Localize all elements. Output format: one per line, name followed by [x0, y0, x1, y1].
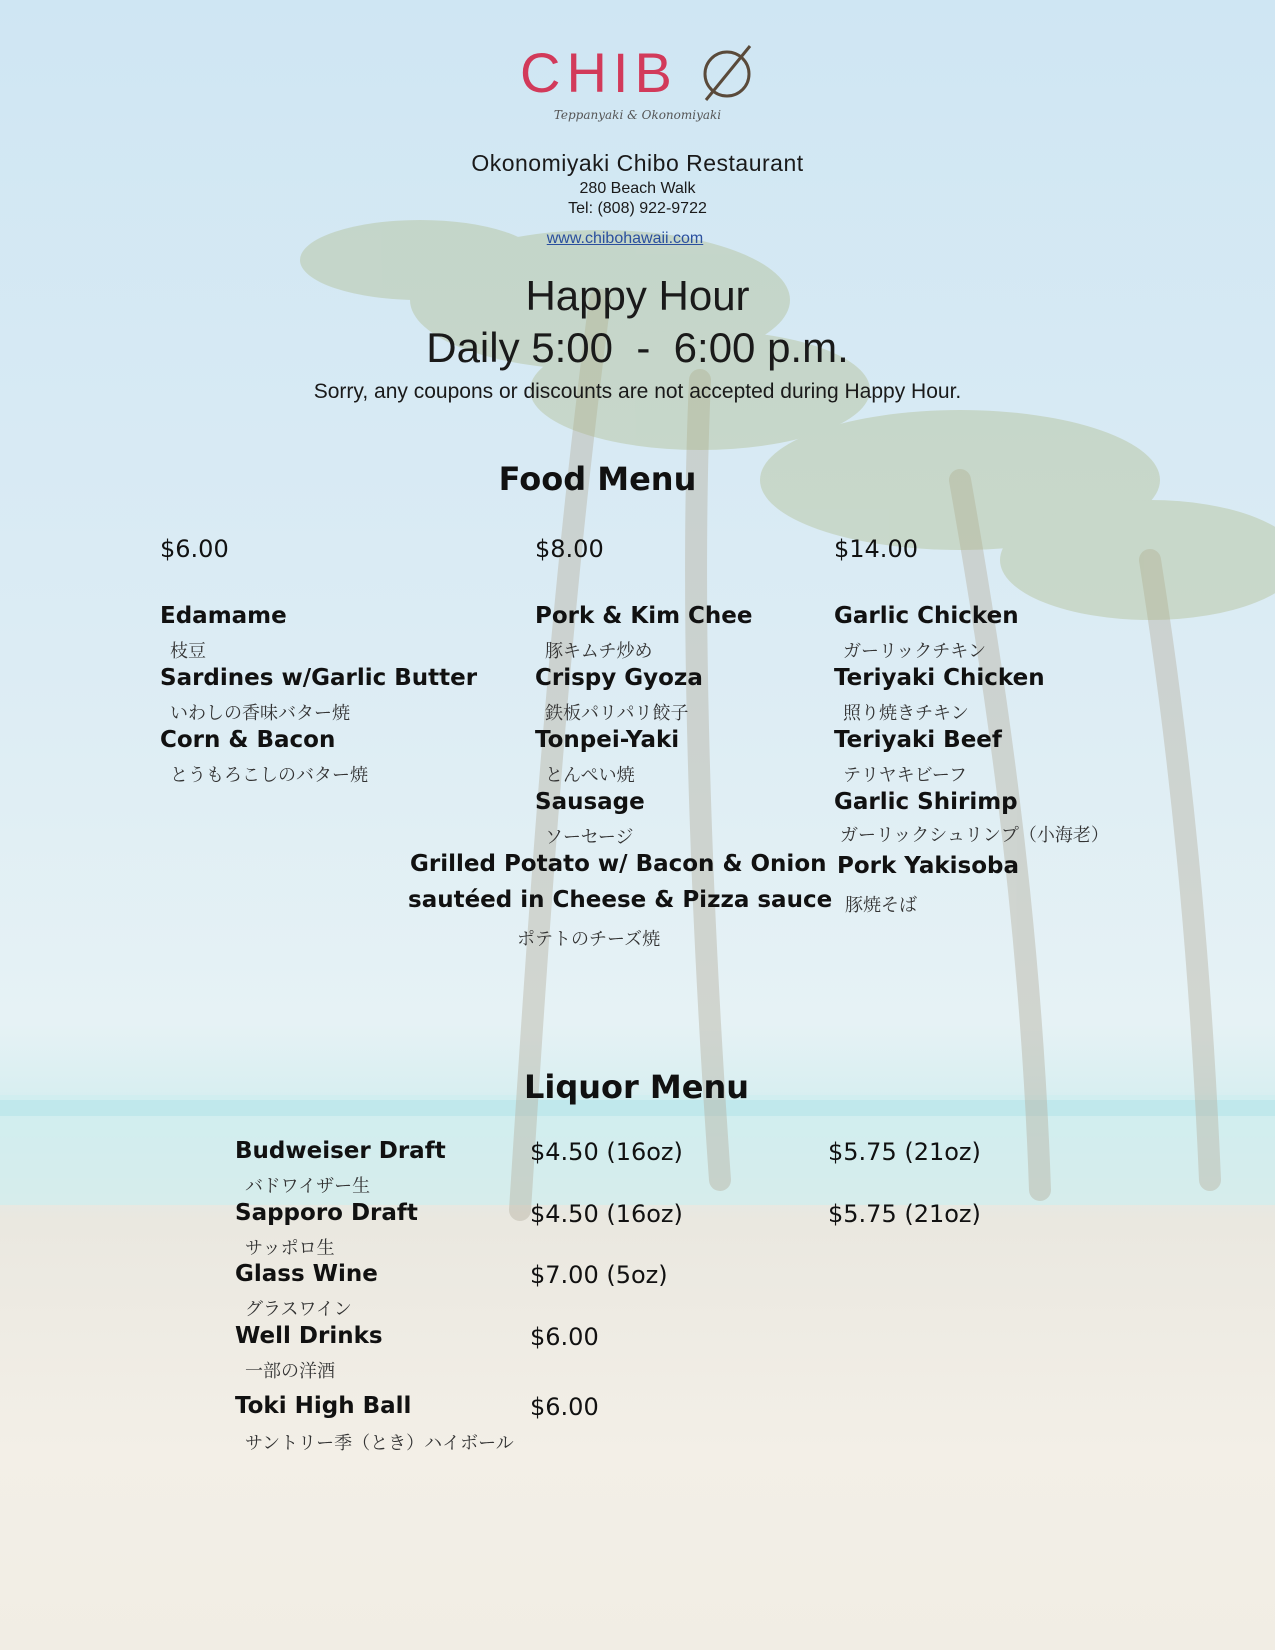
- liquor-price-small: $4.50 (16oz): [530, 1138, 683, 1166]
- liquor-item-en: Well Drinks: [235, 1323, 383, 1349]
- menu-item-jp: ガーリックシュリンプ（小海老）: [840, 825, 1109, 846]
- menu-item-en: Pork & Kim Chee: [535, 603, 753, 629]
- food-price-8: $8.00: [535, 535, 604, 563]
- menu-item-en: Corn & Bacon: [160, 727, 336, 753]
- liquor-item-jp: サントリー季（とき）ハイボール: [245, 1433, 514, 1454]
- menu-item-en: Teriyaki Beef: [834, 727, 1002, 753]
- happy-hour-time: Daily 5:00 - 6:00 p.m.: [426, 324, 849, 371]
- menu-item-en: Garlic Shirimp: [834, 789, 1018, 815]
- menu-item-jp: 豚焼そば: [845, 895, 917, 916]
- menu-item-en: Tonpei-Yaki: [535, 727, 680, 753]
- svg-text:CHIB: CHIB: [520, 41, 678, 104]
- food-price-14: $14.00: [834, 535, 918, 563]
- menu-item-jp: ポテトのチーズ焼: [517, 929, 661, 950]
- menu-item-en: Crispy Gyoza: [535, 665, 703, 691]
- happy-hour-title: Happy Hour: [525, 272, 750, 319]
- liquor-item-jp: サッポロ生: [245, 1238, 335, 1259]
- menu-item-jp: とうもろこしのバター焼: [170, 765, 368, 786]
- restaurant-address: 280 Beach Walk: [579, 180, 696, 197]
- food-menu-heading: Food Menu: [498, 460, 697, 498]
- liquor-price-small: $4.50 (16oz): [530, 1200, 683, 1228]
- liquor-item-en: Toki High Ball: [235, 1393, 412, 1419]
- menu-item-jp: ソーセージ: [545, 827, 634, 848]
- menu-item-jp: 鉄板パリパリ餃子: [545, 703, 689, 724]
- liquor-item-en: Glass Wine: [235, 1261, 378, 1287]
- menu-item-jp: ガーリックチキン: [843, 641, 987, 662]
- liquor-item-en: Budweiser Draft: [235, 1138, 446, 1164]
- menu-item-en: Edamame: [160, 603, 287, 629]
- liquor-price-small: $6.00: [530, 1393, 599, 1421]
- website-link[interactable]: www.chibohawaii.com: [546, 230, 704, 247]
- menu-item-jp: 枝豆: [170, 641, 206, 662]
- liquor-item-en: Sapporo Draft: [235, 1200, 418, 1226]
- liquor-item-jp: グラスワイン: [245, 1299, 352, 1320]
- liquor-menu-heading: Liquor Menu: [523, 1068, 750, 1106]
- logo-tagline: Teppanyaki & Okonomiyaki: [553, 108, 722, 122]
- menu-item-en: Grilled Potato w/ Bacon & Onion: [410, 851, 827, 877]
- food-price-6: $6.00: [160, 535, 229, 563]
- chibo-logo: [520, 40, 760, 105]
- menu-item-jp: 豚キムチ炒め: [545, 641, 653, 662]
- liquor-item-jp: 一部の洋酒: [245, 1361, 335, 1382]
- menu-item-en: Pork Yakisoba: [837, 853, 1020, 879]
- menu-item-jp: テリヤキビーフ: [843, 765, 968, 786]
- restaurant-name: Okonomiyaki Chibo Restaurant: [471, 150, 804, 176]
- liquor-price-small: $7.00 (5oz): [530, 1261, 668, 1289]
- menu-item-jp: いわしの香味バター焼: [170, 703, 350, 724]
- restaurant-phone: Tel: (808) 922-9722: [568, 200, 707, 217]
- liquor-price-large: $5.75 (21oz): [828, 1200, 981, 1228]
- menu-item-en: Teriyaki Chicken: [834, 665, 1045, 691]
- menu-item-en: Sausage: [535, 789, 645, 815]
- menu-item-jp: とんぺい焼: [545, 765, 635, 786]
- liquor-price-large: $5.75 (21oz): [828, 1138, 981, 1166]
- menu-item-en: sautéed in Cheese & Pizza sauce: [408, 887, 833, 913]
- menu-item-en: Garlic Chicken: [834, 603, 1019, 629]
- liquor-price-small: $6.00: [530, 1323, 599, 1351]
- liquor-item-jp: バドワイザー生: [245, 1176, 371, 1197]
- menu-item-en: Sardines w/Garlic Butter: [160, 665, 478, 691]
- menu-item-jp: 照り焼きチキン: [843, 703, 969, 724]
- no-coupons-notice: Sorry, any coupons or discounts are not accepted during Happy Hour.: [313, 380, 962, 403]
